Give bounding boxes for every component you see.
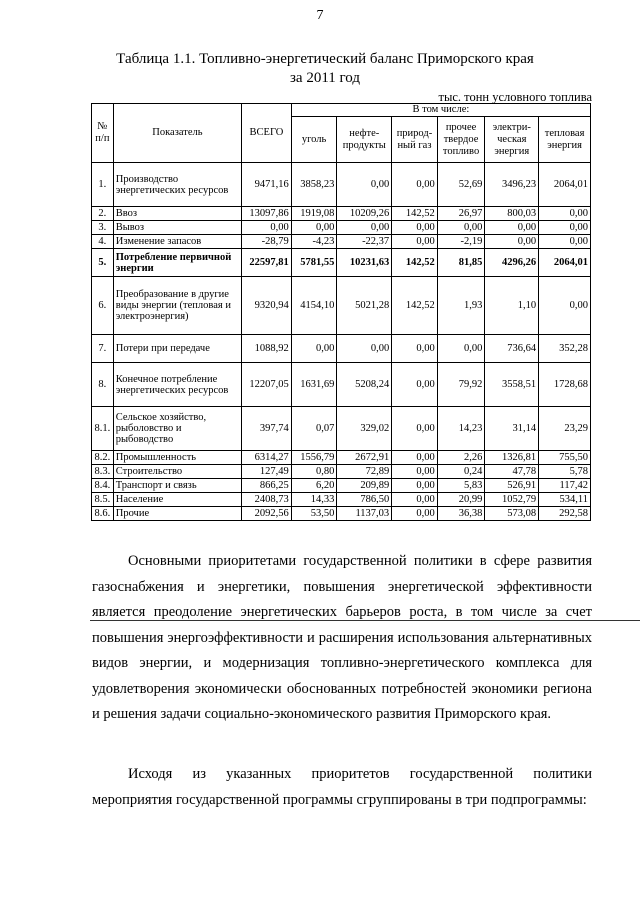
row-solid-fuel: 79,92 [437, 363, 485, 407]
table-row [92, 493, 591, 507]
table-row [92, 221, 591, 235]
row-gas: 0,00 [392, 479, 438, 493]
table-row [92, 407, 591, 451]
row-electricity: 4296,26 [485, 249, 539, 277]
row-heat: 1728,68 [539, 363, 591, 407]
row-name: Конечное потребление энергетических ресурсов [113, 363, 241, 407]
row-electricity: 1326,81 [485, 451, 539, 465]
table-row [92, 335, 591, 363]
row-heat: 0,00 [539, 277, 591, 335]
row-heat: 0,00 [539, 207, 591, 221]
row-name: Сельское хозяйство, рыболовство и рыбоводство [113, 407, 241, 451]
row-solid-fuel: 0,24 [437, 465, 485, 479]
row-total: 866,25 [242, 479, 292, 493]
header-gas: природ-ный газ [392, 117, 438, 163]
row-heat: 0,00 [539, 235, 591, 249]
row-heat: 2064,01 [539, 249, 591, 277]
table-body [92, 163, 591, 521]
header-num: № п/п [92, 104, 114, 163]
row-gas: 142,52 [392, 277, 438, 335]
table-row [92, 235, 591, 249]
table-row [92, 207, 591, 221]
row-total: 397,74 [242, 407, 292, 451]
row-total: 22597,81 [242, 249, 292, 277]
row-heat: 292,58 [539, 507, 591, 521]
row-heat: 755,50 [539, 451, 591, 465]
row-oil: 5021,28 [337, 277, 392, 335]
row-coal: 0,80 [291, 465, 337, 479]
row-gas: 0,00 [392, 335, 438, 363]
row-oil: 1137,03 [337, 507, 392, 521]
row-coal: 1919,08 [291, 207, 337, 221]
row-solid-fuel: 2,26 [437, 451, 485, 465]
row-total: 9320,94 [242, 277, 292, 335]
row-name: Население [113, 493, 241, 507]
row-electricity: 47,78 [485, 465, 539, 479]
row-electricity: 0,00 [485, 235, 539, 249]
row-oil: 0,00 [337, 335, 392, 363]
row-electricity: 1,10 [485, 277, 539, 335]
table-title-line1: Таблица 1.1. Топливно-энергетический баланс Приморского края [116, 51, 534, 67]
row-coal: 0,07 [291, 407, 337, 451]
row-solid-fuel: 1,93 [437, 277, 485, 335]
row-heat: 534,11 [539, 493, 591, 507]
row-electricity: 3558,51 [485, 363, 539, 407]
row-electricity: 800,03 [485, 207, 539, 221]
table-title-line2: за 2011 год [289, 70, 360, 86]
row-electricity: 3496,23 [485, 163, 539, 207]
row-num: 8.6. [92, 507, 114, 521]
row-name: Преобразование в другие виды энергии (тепловая и электроэнергия) [113, 277, 241, 335]
row-gas: 0,00 [392, 507, 438, 521]
row-coal: 1556,79 [291, 451, 337, 465]
row-gas: 0,00 [392, 221, 438, 235]
header-electricity: электри-ческая энергия [485, 117, 539, 163]
row-coal: 53,50 [291, 507, 337, 521]
row-heat: 117,42 [539, 479, 591, 493]
row-solid-fuel: 20,99 [437, 493, 485, 507]
row-coal: 3858,23 [291, 163, 337, 207]
row-num: 7. [92, 335, 114, 363]
row-total: 2408,73 [242, 493, 292, 507]
table-row [92, 465, 591, 479]
row-heat: 5,78 [539, 465, 591, 479]
row-oil: 329,02 [337, 407, 392, 451]
header-solid-fuel: прочее твердое топливо [437, 117, 485, 163]
row-num: 4. [92, 235, 114, 249]
row-name: Потребление первичной энергии [113, 249, 241, 277]
row-num: 8.3. [92, 465, 114, 479]
row-coal: 5781,55 [291, 249, 337, 277]
table-row [92, 363, 591, 407]
row-solid-fuel: 36,38 [437, 507, 485, 521]
row-total: 2092,56 [242, 507, 292, 521]
row-coal: 0,00 [291, 335, 337, 363]
row-oil: 72,89 [337, 465, 392, 479]
row-total: 0,00 [242, 221, 292, 235]
row-solid-fuel: 81,85 [437, 249, 485, 277]
row-num: 3. [92, 221, 114, 235]
row-gas: 142,52 [392, 207, 438, 221]
table-row [92, 249, 591, 277]
row-heat: 0,00 [539, 221, 591, 235]
row-num: 2. [92, 207, 114, 221]
row-oil: 786,50 [337, 493, 392, 507]
row-total: 9471,16 [242, 163, 292, 207]
row-gas: 0,00 [392, 465, 438, 479]
row-coal: -4,23 [291, 235, 337, 249]
row-electricity: 573,08 [485, 507, 539, 521]
table-title [60, 50, 590, 88]
row-electricity: 526,91 [485, 479, 539, 493]
row-coal: 0,00 [291, 221, 337, 235]
energy-balance-table [91, 103, 591, 521]
row-num: 8.4. [92, 479, 114, 493]
row-solid-fuel: 52,69 [437, 163, 485, 207]
row-num: 6. [92, 277, 114, 335]
row-gas: 142,52 [392, 249, 438, 277]
row-gas: 0,00 [392, 407, 438, 451]
table-row [92, 163, 591, 207]
row-coal: 1631,69 [291, 363, 337, 407]
row-num: 8.1. [92, 407, 114, 451]
row-num: 8. [92, 363, 114, 407]
row-solid-fuel: 0,00 [437, 221, 485, 235]
row-oil: 0,00 [337, 163, 392, 207]
row-gas: 0,00 [392, 493, 438, 507]
row-coal: 14,33 [291, 493, 337, 507]
row-oil: 10231,63 [337, 249, 392, 277]
row-name: Транспорт и связь [113, 479, 241, 493]
row-oil: 0,00 [337, 221, 392, 235]
table-row [92, 451, 591, 465]
header-heat: тепловая энергия [539, 117, 591, 163]
row-oil: -22,37 [337, 235, 392, 249]
row-electricity: 0,00 [485, 221, 539, 235]
row-total: 13097,86 [242, 207, 292, 221]
row-num: 1. [92, 163, 114, 207]
row-total: 1088,92 [242, 335, 292, 363]
row-num: 5. [92, 249, 114, 277]
row-name: Ввоз [113, 207, 241, 221]
row-num: 8.2. [92, 451, 114, 465]
table-row [92, 277, 591, 335]
row-total: 12207,05 [242, 363, 292, 407]
row-name: Строительство [113, 465, 241, 479]
row-electricity: 736,64 [485, 335, 539, 363]
header-including: В том числе: [291, 104, 590, 117]
paragraph-subprograms: Исходя из указанных приоритетов государственной политики мероприятия государственной программы сгруппированы в три подпрограммы: [92, 766, 592, 808]
row-solid-fuel: 14,23 [437, 407, 485, 451]
row-solid-fuel: 5,83 [437, 479, 485, 493]
row-oil: 5208,24 [337, 363, 392, 407]
row-name: Потери при передаче [113, 335, 241, 363]
row-name: Производство энергетических ресурсов [113, 163, 241, 207]
row-gas: 0,00 [392, 235, 438, 249]
row-name: Изменение запасов [113, 235, 241, 249]
row-num: 8.5. [92, 493, 114, 507]
row-gas: 0,00 [392, 451, 438, 465]
row-oil: 2672,91 [337, 451, 392, 465]
row-total: 127,49 [242, 465, 292, 479]
row-total: -28,79 [242, 235, 292, 249]
header-oil: нефте-продукты [337, 117, 392, 163]
row-total: 6314,27 [242, 451, 292, 465]
row-gas: 0,00 [392, 363, 438, 407]
page-number: 7 [316, 8, 324, 23]
row-solid-fuel: 0,00 [437, 335, 485, 363]
paragraph-priorities: Основными приоритетами государственной политики в сфере развития газоснабжения и энергетики, повышения энергетической эффективности является преодоление энергетических барьеров роста, в том числе за счет повышения энергоэффективности и расширения использования альтернативных видов энергии, и модернизация топливно-энергетического комплекса для удовлетворения экономически обоснованных потребностей экономики региона и решения задачи социально-экономического развития Приморского края. [92, 553, 592, 722]
row-oil: 209,89 [337, 479, 392, 493]
row-heat: 352,28 [539, 335, 591, 363]
row-gas: 0,00 [392, 163, 438, 207]
row-name: Промышленность [113, 451, 241, 465]
row-electricity: 31,14 [485, 407, 539, 451]
row-oil: 10209,26 [337, 207, 392, 221]
row-coal: 4154,10 [291, 277, 337, 335]
row-name: Прочие [113, 507, 241, 521]
units-label: тыс. тонн условного топлива [438, 90, 592, 104]
row-solid-fuel: -2,19 [437, 235, 485, 249]
row-electricity: 1052,79 [485, 493, 539, 507]
table-row [92, 507, 591, 521]
row-name: Вывоз [113, 221, 241, 235]
row-heat: 2064,01 [539, 163, 591, 207]
row-heat: 23,29 [539, 407, 591, 451]
header-indicator: Показатель [113, 104, 241, 163]
row-solid-fuel: 26,97 [437, 207, 485, 221]
header-total: ВСЕГО [242, 104, 292, 163]
table-row [92, 479, 591, 493]
header-coal: уголь [291, 117, 337, 163]
row-coal: 6,20 [291, 479, 337, 493]
